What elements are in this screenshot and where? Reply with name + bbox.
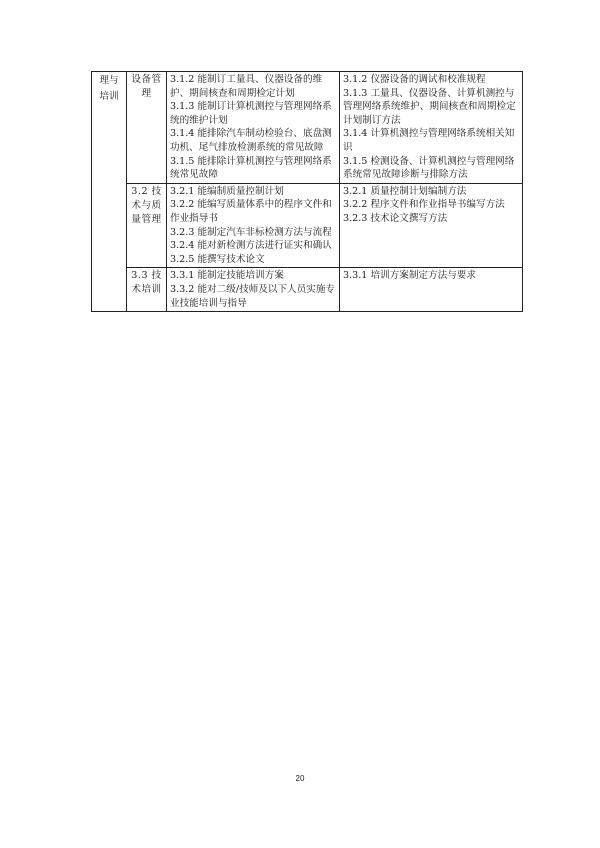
skill-item: 3.1.2 能制订工量具、仪器设备的维护、期间核查和周期检定计划 xyxy=(170,74,323,99)
related-knowledge-cell xyxy=(340,72,523,184)
knowledge-item: 3.1.5 检测设备、计算机测控与管理网络系统常见故障诊断与排除方法 xyxy=(343,155,515,181)
subcategory-cell xyxy=(127,183,167,268)
skill-item: 3.1.3 能制订计算机测控与管理网络系统的维护计划 xyxy=(170,101,332,126)
skill-item: 3.3.2 能对二级/技师及以下人员实施专业技能培训与指导 xyxy=(170,283,336,309)
related-knowledge-cell xyxy=(340,268,523,312)
subcategory-cell xyxy=(127,72,167,184)
related-knowledge-cell xyxy=(340,183,523,268)
skill-requirements-cell xyxy=(167,183,340,268)
subcategory-label: 3.3 技术培训 xyxy=(131,270,162,296)
skill-item: 3.2.5 能撰写技术论文 xyxy=(170,253,265,265)
skill-item: 3.1.5 能排除计算机测控与管理网络系统常见故障 xyxy=(170,155,332,181)
skill-item: 3.2.1 能编制质量控制计划 xyxy=(170,185,284,197)
subcategory-cell xyxy=(127,268,167,312)
category-cell xyxy=(92,72,127,312)
table-row xyxy=(92,183,523,268)
skill-item: 3.2.2 能编写质量体系中的程序文件和作业指导书 xyxy=(170,199,332,224)
page-number: 20 xyxy=(295,774,305,783)
knowledge-item: 3.1.2 仪器设备的调试和校准规程 xyxy=(343,74,486,85)
knowledge-item: 3.2.3 技术论文撰写方法 xyxy=(343,212,448,224)
skill-item: 3.3.1 能制定技能培训方案 xyxy=(170,270,284,282)
skill-item: 3.1.4 能排除汽车制动检验台、底盘测功机、尾气排放检测系统的常见故障 xyxy=(170,128,332,153)
subcategory-label: 设备管理 xyxy=(131,74,162,99)
training-management-table xyxy=(91,71,523,312)
knowledge-item: 3.2.1 质量控制计划编制方法 xyxy=(343,185,467,197)
knowledge-item: 3.3.1 培训方案制定方法与要求 xyxy=(343,270,476,282)
table-row xyxy=(92,72,523,184)
table-row xyxy=(92,268,523,312)
knowledge-item: 3.1.4 计算机测控与管理网络系统相关知识 xyxy=(343,128,515,153)
skill-item: 3.2.4 能对新检测方法进行证实和确认 xyxy=(170,240,332,252)
skill-requirements-cell xyxy=(167,268,340,312)
category-label: 理与培训 xyxy=(99,75,119,102)
knowledge-item: 3.2.2 程序文件和作业指导书编写方法 xyxy=(343,199,505,211)
knowledge-item: 3.1.3 工量具、仪器设备、计算机测控与管理网络系统维护、期间核查和周期检定计划制订方法 xyxy=(343,87,516,126)
skill-requirements-cell xyxy=(167,72,340,184)
subcategory-label: 3.2 技术与质量管理 xyxy=(131,185,162,225)
skill-item: 3.2.3 能制定汽车非标检测方法与流程 xyxy=(170,226,332,238)
